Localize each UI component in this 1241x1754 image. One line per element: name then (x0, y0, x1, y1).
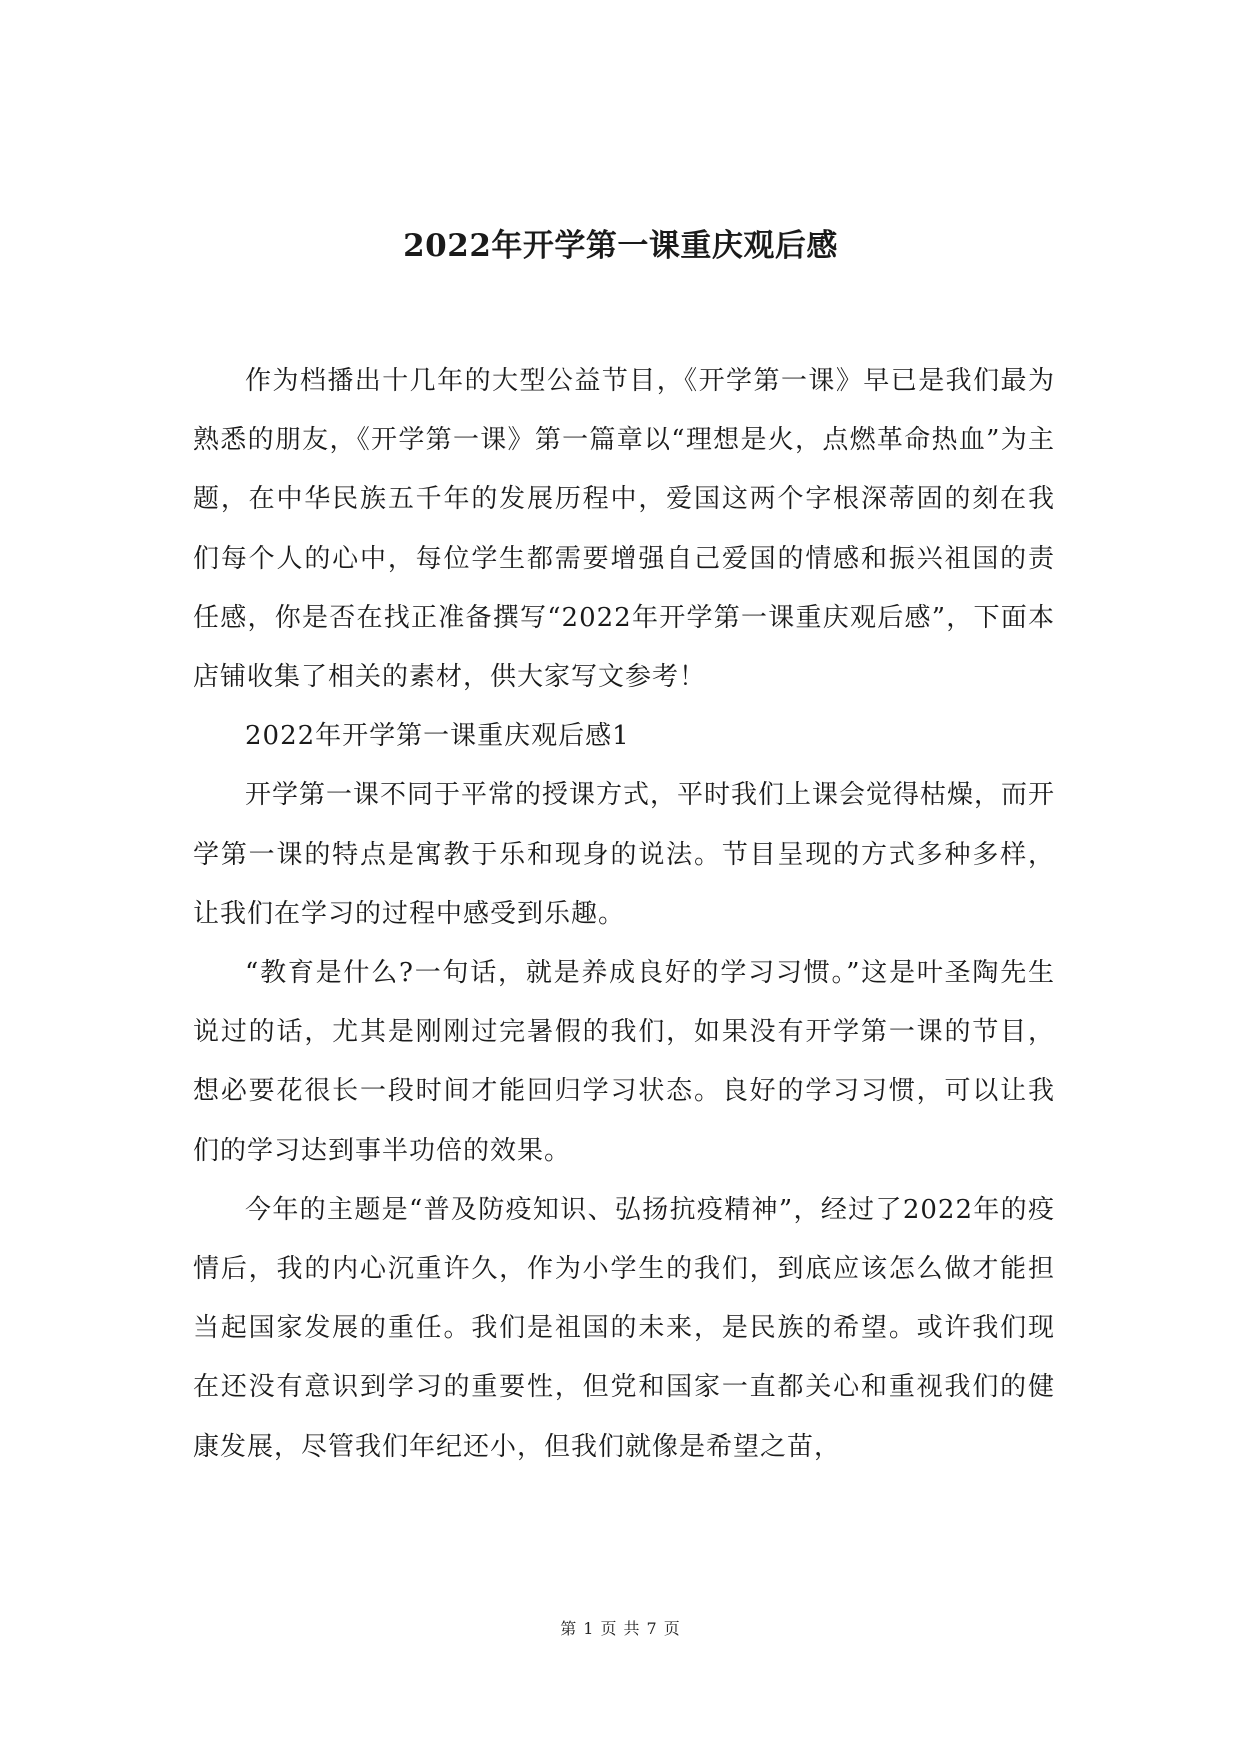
document-title: 2022年开学第一课重庆观后感 (403, 228, 838, 264)
paragraph-subheading: 2022年开学第一课重庆观后感1 (245, 721, 630, 752)
footer-total-word: 共 (623, 1619, 641, 1638)
footer-page-word: 页 (600, 1619, 618, 1638)
footer-prefix: 第 (560, 1619, 578, 1638)
paragraph: 今年的主题是“普及防疫知识、弘扬抗疫精神”，经过了2022年的疫情后，我的内心沉重许久，作为小学生的我们，到底应该怎么做才能担当起国家发展的重任。我们是祖国的未来，是民族的希望。或许我们现在还没有意识到学习的重要性，但党和国家一直都关心和重视我们的健康发展，尽管我们年纪还小，但我们就像是希望之苗， (193, 1194, 1055, 1462)
footer-suffix: 页 (663, 1619, 681, 1638)
paragraph: 开学第一课不同于平常的授课方式，平时我们上课会觉得枯燥，而开学第一课的特点是寓教于乐和现身的说法。节目呈现的方式多种多样，让我们在学习的过程中感受到乐趣。 (193, 780, 1056, 929)
document-body (193, 352, 1055, 1477)
footer-current-page: 1 (583, 1619, 595, 1638)
paragraph: “教育是什么?一句话，就是养成良好的学习习惯。”这是叶圣陶先生说过的话，尤其是刚刚过完暑假的我们，如果没有开学第一课的节目，想必要花很长一段时间才能回归学习状态。良好的学习习惯，可以让我们的学习达到事半功倍的效果。 (193, 958, 1055, 1166)
page-footer (0, 1616, 1241, 1639)
paragraph-intro: 作为档播出十几年的大型公益节目，《开学第一课》早已是我们最为熟悉的朋友，《开学第一课》第一篇章以“理想是火，点燃革命热血”为主题，在中华民族五千年的发展历程中，爱国这两个字根深蒂固的刻在我们每个人的心中，每位学生都需要增强自己爱国的情感和振兴祖国的责任感，你是否在找正准备撰写“2022年开学第一课重庆观后感”，下面本店铺收集了相关的素材，供大家写文参考！ (193, 366, 1055, 693)
footer-total-pages: 7 (646, 1619, 658, 1638)
